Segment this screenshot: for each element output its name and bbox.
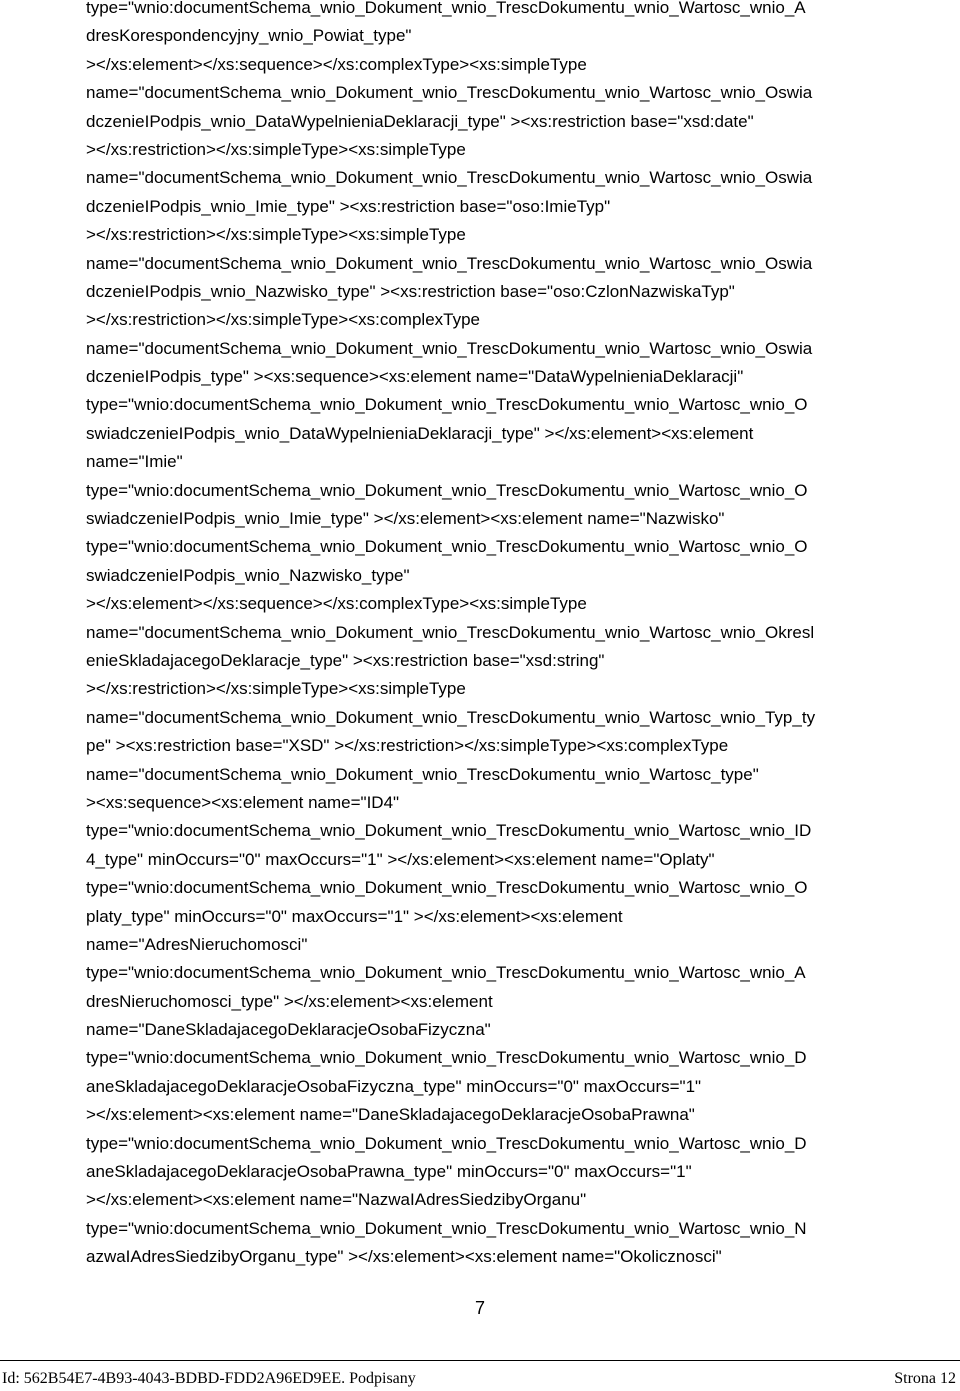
- text-line: swiadczenieIPodpis_wnio_Nazwisko_type": [86, 565, 410, 585]
- text-line: type="wnio:documentSchema_wnio_Dokument_wnio_TrescDokumentu_wnio_Wartosc_wnio_D: [86, 1048, 807, 1068]
- text-line: name="documentSchema_wnio_Dokument_wnio_TrescDokumentu_wnio_Wartosc_wnio_Okresl: [86, 622, 815, 642]
- text-line: swiadczenieIPodpis_wnio_DataWypelnieniaDeklaracji_type" ></xs:element><xs:element: [86, 423, 754, 443]
- text-line: ></xs:restriction></xs:simpleType><xs:simpleType: [86, 225, 466, 245]
- text-line: name="documentSchema_wnio_Dokument_wnio_TrescDokumentu_wnio_Wartosc_wnio_Oswia: [86, 168, 813, 188]
- text-line: swiadczenieIPodpis_wnio_Imie_type" ></xs:element><xs:element name="Nazwisko": [86, 509, 725, 529]
- text-line: dresKorespondencyjny_wnio_Powiat_type": [86, 26, 412, 46]
- text-line: name="AdresNieruchomosci": [86, 934, 308, 954]
- text-line: name="Imie": [86, 452, 183, 472]
- text-line: ></xs:restriction></xs:simpleType><xs:simpleType: [86, 139, 466, 159]
- text-line: type="wnio:documentSchema_wnio_Dokument_wnio_TrescDokumentu_wnio_Wartosc_wnio_O: [86, 537, 808, 557]
- text-line: type="wnio:documentSchema_wnio_Dokument_wnio_TrescDokumentu_wnio_Wartosc_wnio_O: [86, 395, 808, 415]
- text-line: dresNieruchomosci_type" ></xs:element><xs:element: [86, 991, 493, 1011]
- text-line: name="DaneSkladajacegoDeklaracjeOsobaFizyczna": [86, 1020, 491, 1040]
- text-line: name="documentSchema_wnio_Dokument_wnio_TrescDokumentu_wnio_Wartosc_wnio_Oswia: [86, 83, 813, 103]
- text-line: 4_type" minOccurs="0" maxOccurs="1" ></xs:element><xs:element name="Oplaty": [86, 849, 715, 869]
- text-line: type="wnio:documentSchema_wnio_Dokument_wnio_TrescDokumentu_wnio_Wartosc_wnio_A: [86, 963, 806, 983]
- text-line: type="wnio:documentSchema_wnio_Dokument_wnio_TrescDokumentu_wnio_Wartosc_wnio_D: [86, 1133, 807, 1153]
- text-line: ></xs:element></xs:sequence></xs:complexType><xs:simpleType: [86, 54, 587, 74]
- text-line: ></xs:restriction></xs:simpleType><xs:simpleType: [86, 679, 466, 699]
- footer-document-id: Id: 562B54E7-4B93-4043-BDBD-FDD2A96ED9EE. Podpisany: [2, 1370, 416, 1387]
- text-line: dczenieIPodpis_wnio_Imie_type" ><xs:restriction base="oso:ImieTyp": [86, 196, 611, 216]
- text-line: ></xs:restriction></xs:simpleType><xs:complexType: [86, 310, 481, 330]
- text-line: platy_type" minOccurs="0" maxOccurs="1" ></xs:element><xs:element: [86, 906, 623, 926]
- text-line: pe" ><xs:restriction base="XSD" ></xs:restriction></xs:simpleType><xs:complexType: [86, 736, 729, 756]
- text-line: dczenieIPodpis_wnio_Nazwisko_type" ><xs:restriction base="oso:CzlonNazwiskaTyp": [86, 281, 735, 301]
- text-line: type="wnio:documentSchema_wnio_Dokument_wnio_TrescDokumentu_wnio_Wartosc_wnio_O: [86, 480, 808, 500]
- text-line: dczenieIPodpis_wnio_DataWypelnieniaDeklaracji_type" ><xs:restriction base="xsd:date": [86, 111, 754, 131]
- text-line: aneSkladajacegoDeklaracjeOsobaFizyczna_type" minOccurs="0" maxOccurs="1": [86, 1076, 702, 1096]
- text-line: type="wnio:documentSchema_wnio_Dokument_wnio_TrescDokumentu_wnio_Wartosc_wnio_O: [86, 878, 808, 898]
- page-number: 7: [474, 1298, 485, 1318]
- text-line: name="documentSchema_wnio_Dokument_wnio_TrescDokumentu_wnio_Wartosc_type": [86, 764, 759, 784]
- text-line: dczenieIPodpis_type" ><xs:sequence><xs:element name="DataWypelnieniaDeklaracji": [86, 367, 744, 387]
- text-line: type="wnio:documentSchema_wnio_Dokument_wnio_TrescDokumentu_wnio_Wartosc_wnio_A: [86, 0, 806, 17]
- text-line: ></xs:element><xs:element name="NazwaIAdresSiedzibyOrganu": [86, 1190, 587, 1210]
- text-line: enieSkladajacegoDeklaracje_type" ><xs:restriction base="xsd:string": [86, 650, 605, 670]
- footer-divider: [0, 1360, 960, 1361]
- text-line: name="documentSchema_wnio_Dokument_wnio_TrescDokumentu_wnio_Wartosc_wnio_Typ_ty: [86, 707, 816, 727]
- text-line: name="documentSchema_wnio_Dokument_wnio_TrescDokumentu_wnio_Wartosc_wnio_Oswia: [86, 253, 813, 273]
- text-line: aneSkladajacegoDeklaracjeOsobaPrawna_type" minOccurs="0" maxOccurs="1": [86, 1162, 692, 1182]
- text-line: type="wnio:documentSchema_wnio_Dokument_wnio_TrescDokumentu_wnio_Wartosc_wnio_ID: [86, 821, 812, 841]
- footer-page-label: Strona 12: [894, 1370, 956, 1387]
- document-body: [86, 0, 896, 1272]
- text-line: ></xs:element><xs:element name="DaneSkladajacegoDeklaracjeOsobaPrawna": [86, 1105, 695, 1125]
- text-line: name="documentSchema_wnio_Dokument_wnio_TrescDokumentu_wnio_Wartosc_wnio_Oswia: [86, 338, 813, 358]
- text-line: azwaIAdresSiedzibyOrganu_type" ></xs:element><xs:element name="Okolicznosci": [86, 1247, 722, 1267]
- text-line: ></xs:element></xs:sequence></xs:complexType><xs:simpleType: [86, 594, 587, 614]
- text-line: type="wnio:documentSchema_wnio_Dokument_wnio_TrescDokumentu_wnio_Wartosc_wnio_N: [86, 1218, 807, 1238]
- text-line: ><xs:sequence><xs:element name="ID4": [86, 792, 400, 812]
